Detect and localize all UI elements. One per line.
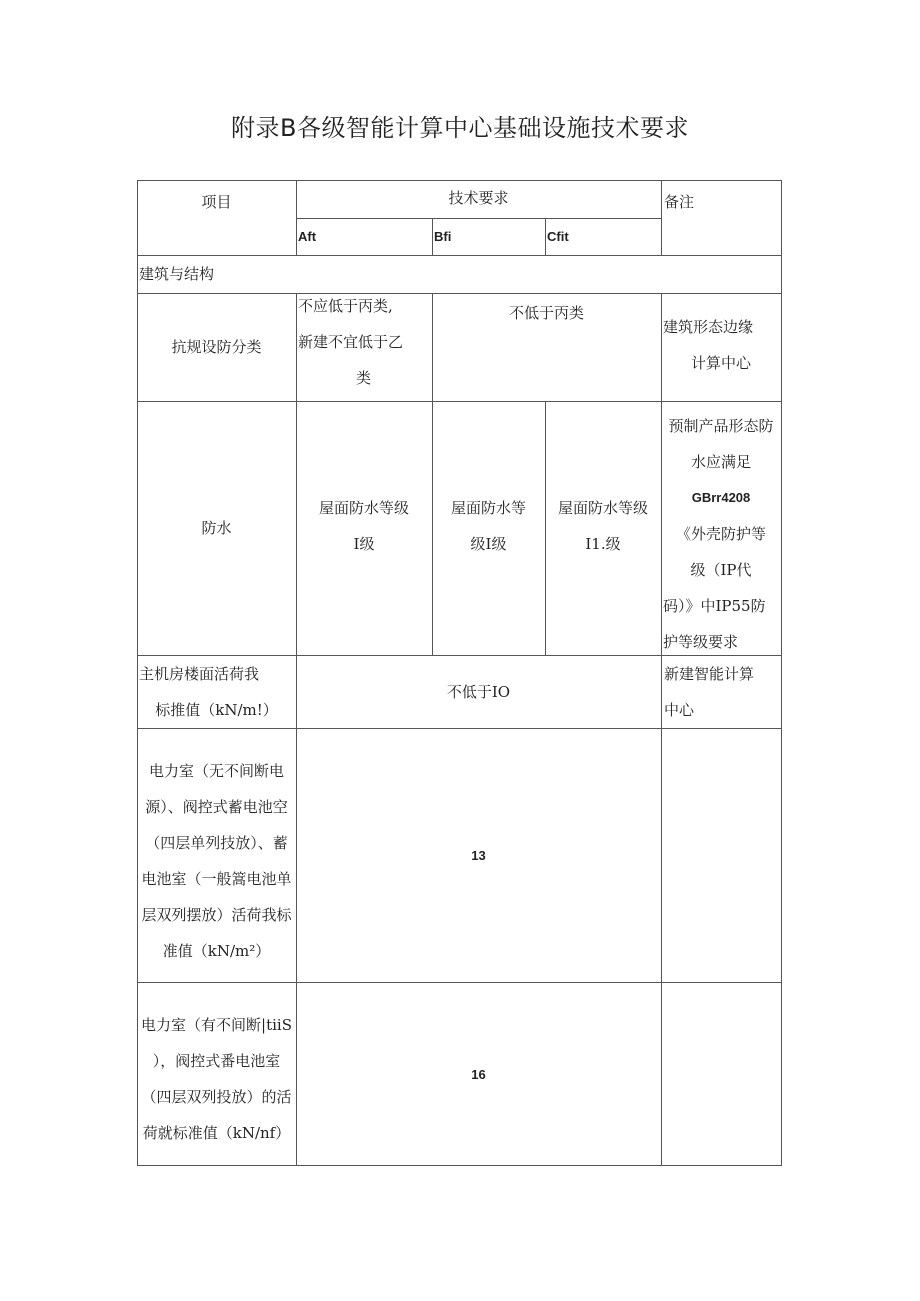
text-line: （四层双列投放）的活	[141, 1088, 292, 1106]
text-line: 屋面防水等级	[318, 499, 409, 517]
power-room-2-value: 16	[471, 1067, 486, 1082]
text-line: 标推值（kN/m!）	[155, 701, 278, 719]
text-line: 新建不宜低于乙	[298, 333, 404, 351]
power-room-1-label	[137, 753, 296, 969]
text-line: 建筑形态边缘	[663, 318, 754, 336]
header-grade-b: Bfi	[434, 229, 452, 244]
header-tech: 技术要求	[448, 189, 509, 207]
text-line: 电力室（无不间断电	[148, 762, 284, 780]
text-line: 新建智能计算	[664, 665, 755, 683]
text-line: （四层单列技放）、蓄	[145, 834, 288, 852]
text-line: 源）、阀控式蓄电池空	[145, 798, 288, 816]
text-line: 层双列摆放）活荷我标	[141, 906, 292, 924]
seismic-grade-bc: 不低于丙类	[508, 304, 584, 322]
text-line: 中心	[664, 701, 695, 719]
table-divider	[661, 180, 662, 255]
waterproof-label: 防水	[201, 519, 232, 537]
seismic-label: 抗规设防分类	[171, 338, 262, 356]
table-divider	[137, 982, 782, 983]
table-divider	[545, 218, 546, 255]
waterproof-grade-c	[545, 490, 661, 562]
table-divider	[432, 293, 433, 655]
table-divider	[296, 293, 297, 1166]
floor-load-label	[137, 656, 296, 728]
text-line: 类	[356, 369, 372, 387]
text-line: 屋面防水等级	[557, 499, 648, 517]
waterproof-grade-b	[432, 490, 545, 562]
table-divider	[137, 401, 782, 402]
power-room-2-label	[137, 1007, 296, 1151]
header-grade-a: Aft	[298, 229, 317, 244]
text-line: 荷就标准值（kN/nf）	[142, 1124, 291, 1142]
text-line: 电池室（一般篙电池单	[141, 870, 292, 888]
power-room-1-value: 13	[471, 848, 486, 863]
requirements-table	[137, 180, 782, 1166]
floor-load-remark	[664, 656, 781, 728]
text-line: 水应满足	[690, 453, 751, 471]
header-grade-c: Cfit	[547, 229, 569, 244]
text-line: I1.级	[585, 535, 621, 553]
table-divider	[137, 293, 782, 294]
table-border-bottom	[137, 1165, 782, 1166]
table-border-right	[781, 180, 782, 1166]
header-item: 项目	[201, 193, 232, 211]
text-line: 护等级要求	[663, 633, 739, 651]
floor-load-value: 不低于IO	[446, 683, 511, 701]
text-line: 级（IP代	[690, 561, 752, 579]
table-divider	[432, 218, 433, 255]
text-line: 电力室（有不间断|tiiS	[141, 1016, 292, 1034]
text-line: 码）》中IP55防	[663, 597, 766, 615]
table-divider	[137, 728, 782, 729]
seismic-grade-a	[298, 288, 432, 396]
text-line: GBrr4208	[691, 490, 751, 505]
section-building: 建筑与结构	[139, 265, 215, 283]
waterproof-remark	[661, 408, 781, 660]
text-line: I级	[353, 535, 375, 553]
text-line: 级I级	[470, 535, 507, 553]
text-line: 不应低于丙类,	[298, 297, 393, 315]
text-line: 准值（kN/m²）	[162, 942, 271, 960]
page-title: 附录B各级智能计算中心基础设施技术要求	[231, 114, 689, 142]
text-line: 计算中心	[690, 354, 751, 372]
text-line: ），阀控式番电池室	[152, 1052, 281, 1070]
text-line: 预制产品形态防	[668, 417, 774, 435]
text-line: 《外壳防护等	[675, 525, 766, 543]
waterproof-grade-a	[296, 490, 432, 562]
text-line: 主机房楼面活荷我	[139, 665, 260, 683]
text-line: 屋面防水等	[450, 499, 526, 517]
seismic-remark	[661, 309, 781, 381]
header-remark: 备注	[664, 193, 695, 211]
